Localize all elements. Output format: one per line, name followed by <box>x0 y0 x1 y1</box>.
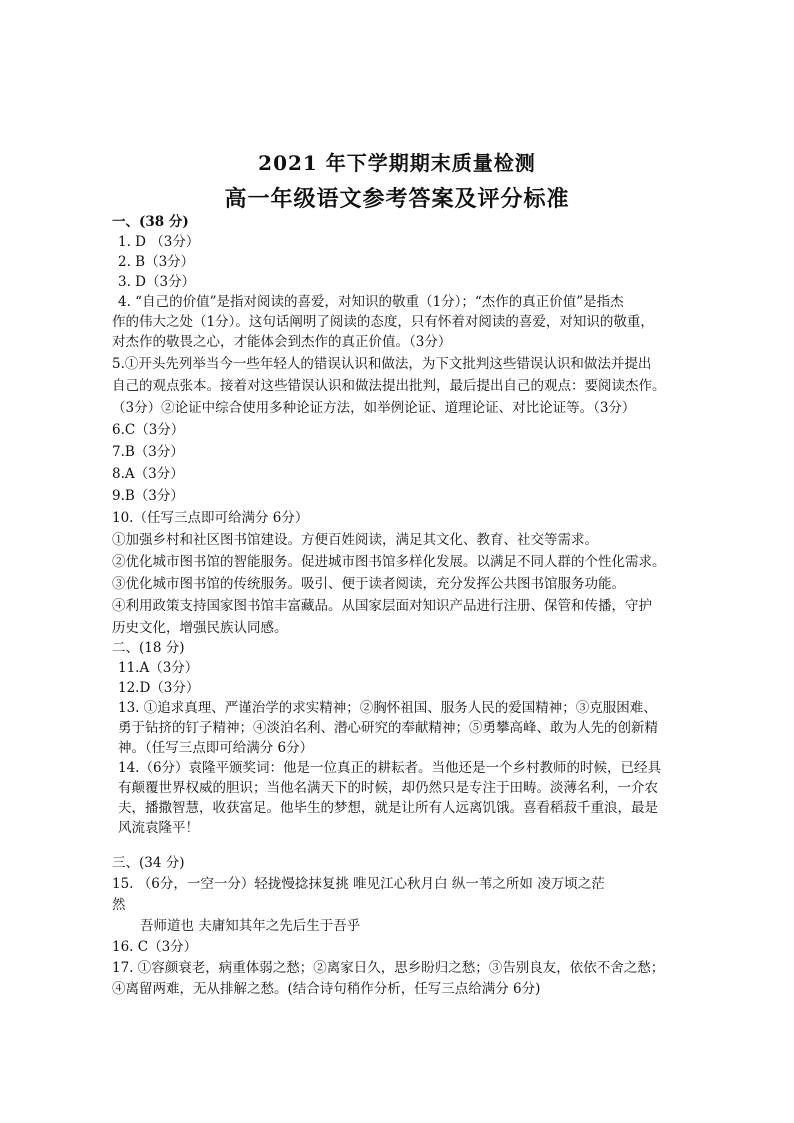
answer-line: 11.A（3分） <box>118 660 199 676</box>
answer-line: 神。（任写三点即可给满分 6分） <box>118 740 314 756</box>
answer-line: 对杰作的敬畏之心，才能体会到杰作的真正价值。（3分） <box>112 334 452 350</box>
answer-line: ②优化城市图书馆的智能服务。促进城市图书馆多样化发展。以满足不同人群的个性化需求。 <box>112 554 666 570</box>
answer-line: 2. B（3分） <box>118 254 195 270</box>
answer-line: 16. C（3分） <box>112 939 198 955</box>
answer-line: 10.（任写三点即可给满分 6分） <box>112 510 309 526</box>
answer-line: ①加强乡村和社区图书馆建设。方便百姓阅读，满足其文化、教育、社交等需求。 <box>112 532 598 548</box>
answer-line: 勇于钻挤的钉子精神；④淡泊名利、潜心研究的奉献精神；⑤勇攀高峰、敢为人先的创新精 <box>118 720 658 736</box>
answer-line: 作的伟大之处（1分）。这句话阐明了阅读的态度，只有怀着对阅读的喜爱，对知识的敬重， <box>112 314 654 330</box>
answer-line: 有颠覆世界权威的胆识；当他名满天下的时候，却仍然只是专注于田畴。淡薄名利，一介农 <box>118 780 658 796</box>
answer-line: 15. （6分，一空一分）轻拢慢捻抹复挑 唯见江心秋月白 纵一苇之所如 凌万顷之茫 <box>112 876 605 892</box>
answer-line: ④利用政策支持国家图书馆丰富藏品。从国家层面对知识产品进行注册、保管和传播，守护 <box>112 598 652 614</box>
answer-line: 1. D （3分） <box>118 234 200 250</box>
document-title: 2021 年下学期期末质量检测 <box>258 151 536 175</box>
answer-line: 8.A（3分） <box>112 466 184 482</box>
answer-line: 风流袁隆平！ <box>118 820 199 836</box>
answer-line: 吾师道也 夫庸知其年之先后生于吾乎 <box>140 918 361 934</box>
section3-heading: 三、(34 分) <box>112 855 185 871</box>
answer-line: 夫，播撒智慧，收获富足。他毕生的梦想，就是让所有人远离饥饿。喜看稻菽千重浪，最是 <box>118 800 658 816</box>
answer-line: 9.B（3分） <box>112 488 184 504</box>
answer-line: 自己的观点张本。接着对这些错误认识和做法提出批判，最后提出自己的观点：要阅读杰作。 <box>112 378 666 394</box>
answer-line: 17. ①容颜衰老，病重体弱之愁；②离家日久，思乡盼归之愁；③告别良友，依依不舍之愁； <box>112 960 665 976</box>
answer-line: ④离留两难，无从排解之愁。(结合诗句稍作分析，任写三点给满分 6分) <box>112 981 541 997</box>
answer-line: 然 <box>112 897 126 913</box>
answer-line: （3分）②论证中综合使用多种论证方法，如举例论证、道理论证、对比论证等。（3分） <box>112 400 636 416</box>
answer-line: 5.①开头先列举当今一些年轻人的错误认识和做法，为下文批判这些错误认识和做法并提出 <box>112 356 652 372</box>
answer-line: 13. ①追求真理、严谨治学的求实精神；②胸怀祖国、服务人民的爱国精神；③克服困难、 <box>118 700 657 716</box>
answer-line: 7.B（3分） <box>112 444 184 460</box>
answer-line: 3. D（3分） <box>118 274 196 290</box>
answer-line: 12.D（3分） <box>118 680 200 696</box>
answer-line: ③优化城市图书馆的传统服务。吸引、便于读者阅读，充分发挥公共图书馆服务功能。 <box>112 576 625 592</box>
section2-heading: 二、(18 分) <box>112 640 185 656</box>
section1-heading: 一、(38 分) <box>112 214 189 230</box>
answer-line: 6.C（3分） <box>112 422 185 438</box>
answer-line: 4. “自己的价值”是指对阅读的喜爱，对知识的敬重（1分）；“杰作的真正价值”是指杰 <box>118 294 624 310</box>
answer-line: 14.（6分）袁隆平颁奖词：他是一位真正的耕耘者。当他还是一个乡村教师的时候，已经具 <box>118 760 662 776</box>
document-subtitle: 高一年级语文参考答案及评分标准 <box>224 186 570 212</box>
answer-line: 历史文化，增强民族认同感。 <box>112 620 288 636</box>
